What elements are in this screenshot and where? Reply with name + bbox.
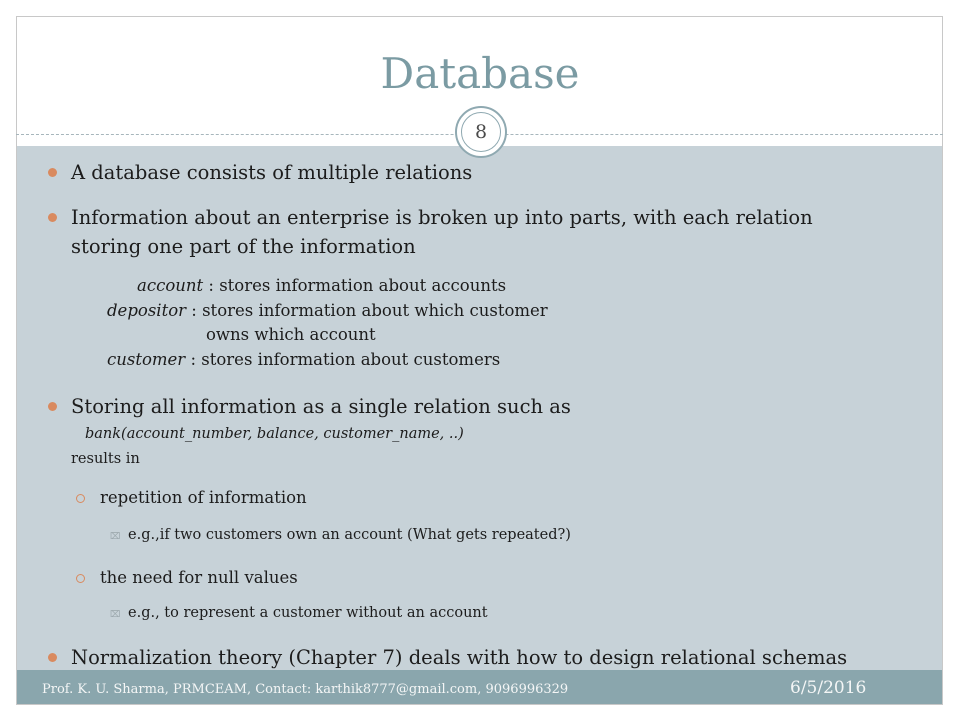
- sub-bullet-icon: [76, 494, 85, 503]
- relation-separator: :: [185, 350, 202, 369]
- bullet-text: Storing all information as a single relation such as: [71, 395, 571, 418]
- schema-example: [85, 426, 464, 442]
- bullet-icon: [48, 213, 57, 222]
- relation-line: [137, 276, 506, 295]
- bullet-icon: [48, 402, 57, 411]
- schema-text: bank(account_number, balance, customer_name, ..): [85, 426, 464, 442]
- relation-name: depositor: [107, 301, 187, 320]
- relation-description: stores information about accounts: [219, 276, 507, 295]
- square-bullet-icon: ⌧: [110, 610, 121, 620]
- results-in-text: results in: [71, 451, 140, 467]
- square-bullet-icon: ⌧: [110, 532, 121, 542]
- page-number: 8: [461, 112, 501, 152]
- sub-sub-bullet-text: e.g.,if two customers own an account (What gets repeated?): [128, 527, 571, 543]
- sub-bullet-icon: [76, 574, 85, 583]
- sub-sub-bullet-text: e.g., to represent a customer without an account: [128, 605, 488, 621]
- sub-bullet-text: the need for null values: [100, 568, 298, 587]
- relation-description: stores information about which customer: [202, 301, 548, 320]
- page-number-badge: [455, 106, 507, 158]
- relation-line-continued: owns which account: [206, 325, 376, 344]
- relation-separator: :: [203, 276, 220, 295]
- bullet-text: Information about an enterprise is broken up into parts, with each relation: [71, 206, 813, 229]
- bullet-text-continued: storing one part of the information: [71, 235, 416, 258]
- relation-name: account: [137, 276, 204, 295]
- relation-line: [107, 350, 500, 369]
- relation-description: stores information about customers: [201, 350, 501, 369]
- footer-date: 6/5/2016: [790, 678, 867, 698]
- slide-title: Database: [380, 49, 580, 98]
- relation-name: customer: [107, 350, 186, 369]
- bullet-text: A database consists of multiple relations: [71, 161, 473, 184]
- relation-separator: :: [186, 301, 203, 320]
- relation-line: [107, 301, 548, 320]
- bullet-icon: [48, 653, 57, 662]
- bullet-text: Normalization theory (Chapter 7) deals with how to design relational schemas: [71, 646, 848, 669]
- bullet-icon: [48, 168, 57, 177]
- footer-author: Prof. K. U. Sharma, PRMCEAM, Contact: karthik8777@gmail.com, 9096996329: [42, 682, 569, 697]
- sub-bullet-text: repetition of information: [100, 488, 307, 507]
